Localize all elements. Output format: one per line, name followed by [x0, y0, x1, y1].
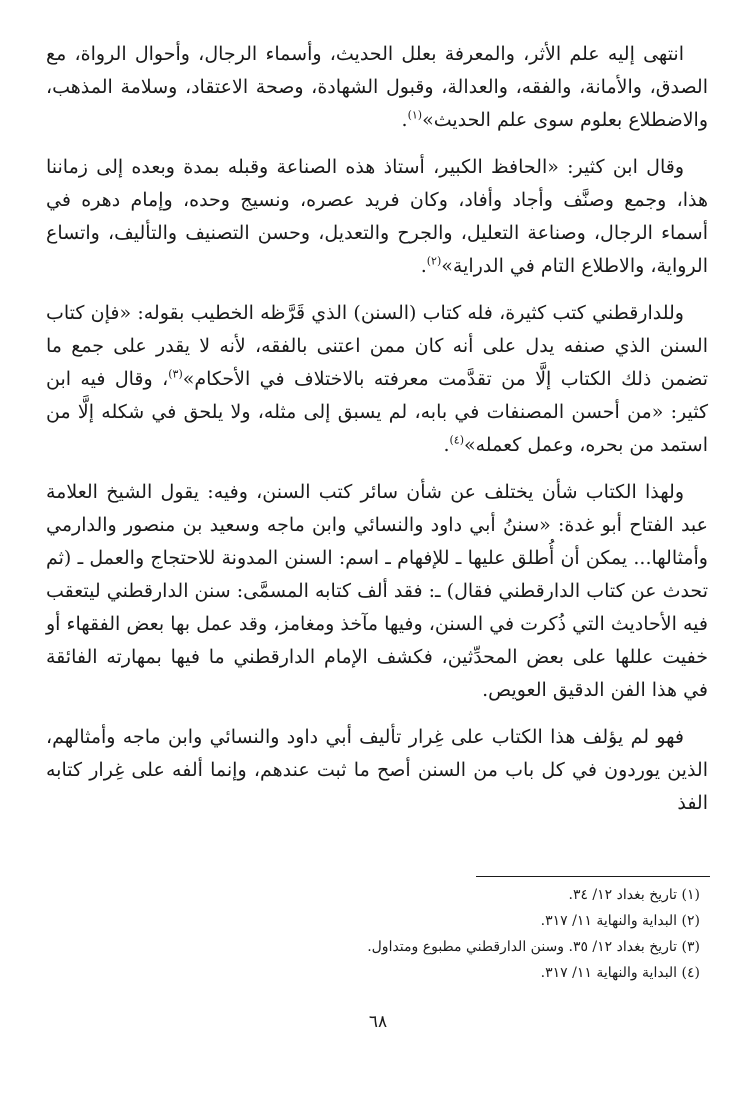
paragraph-text: وقال ابن كثير: «الحافظ الكبير، أستاذ هذه الصناعة وقبله بمدة وبعده إلى زماننا هذا، وجمع وصنَّف وأجاد وأفاد، وكان فريد عصره، ونسيج وحده، وإمام دهره في أسماء الرجال، وصناعة التعليل، والجرح والتعديل، وحسن التصنيف والتأليف، واتساع الرواية، والاطلاع التام في الدراية»	[46, 156, 708, 277]
footnote-reference: (٣)	[168, 367, 183, 381]
paragraph-text: ولهذا الكتاب شأن يختلف عن شأن سائر كتب السنن، وفيه: يقول الشيخ العلامة عبد الفتاح أبو غدة: «سننُ أبي داود والنسائي وابن ماجه وسعيد بن منصور والدارمي وأمثالها... يمكن أن أُطلق عليها ـ للإفهام ـ اسم: السنن المدونة للاحتجاج والعمل ـ (ثم تحدث عن كتاب الدارقطني فقال) ـ: فقد ألف كتابه المسمَّى: سنن الدارقطني ليتعقب فيه الأحاديث التي ذُكرت في السنن، وفيها مآخذ ومغامز، وقد عمل بها بعض الفقهاء أو خفيت عللها على بعض المحدِّثين، فكشف الإمام الدارقطني ما فيها بمهارته الفائقة في هذا الفن الدقيق العويص.	[46, 481, 708, 701]
footnote: (١) تاريخ بغداد ١٢/ ٣٤.	[568, 887, 700, 903]
footnotes	[46, 884, 708, 988]
paragraph	[46, 721, 708, 820]
page-number: ٦٨	[368, 1012, 388, 1032]
footnote-reference: (٤)	[449, 433, 464, 447]
footnote: (٣) تاريخ بغداد ١٢/ ٣٥. وسنن الدارقطني مطبوع ومتداول.	[367, 939, 700, 955]
paragraph	[46, 38, 708, 137]
footnote-reference: (٢)	[426, 254, 442, 268]
paragraph-text: .	[443, 434, 450, 456]
paragraph-text: فهو لم يؤلف هذا الكتاب على غِرار تأليف أبي داود والنسائي وابن ماجه وأمثالهم، الذين يوردون في كل باب من السنن أصح ما ثبت عندهم، وإنما ألفه على غِرار كتابه الفذ	[46, 726, 708, 814]
paragraph-text: وللدارقطني كتب كثيرة، فله كتاب (السنن) الذي قَرَّظه الخطيب بقوله: «فإن كتاب السنن الذي صنفه يدل على أنه كان ممن اعتنى بالفقه، لأنه لا يقدر على جمع ما تضمن ذلك الكتاب إلَّا من تقدَّمت معرفته بالاختلاف في الأحكام»	[46, 302, 708, 390]
paragraph	[46, 151, 708, 283]
paragraph	[46, 476, 708, 707]
paragraph-text: .	[420, 255, 427, 277]
paragraph-text: انتهى إليه علم الأثر، والمعرفة بعلل الحديث، وأسماء الرجال، وأحوال الرواة، مع الصدق، والأمانة، والفقه، والعدالة، وقبول الشهادة، وصحة الاعتقاد، وسلامة المذهب، والاضطلاع بعلوم سوى علم الحديث»	[46, 43, 708, 131]
footnote-separator	[476, 876, 710, 877]
footnote: (٤) البداية والنهاية ١١/ ٣١٧.	[540, 965, 700, 981]
footnote-reference: (١)	[407, 108, 423, 122]
paragraph	[46, 297, 708, 462]
paragraph-text: .	[401, 109, 408, 131]
paragraph-text: ، وقال فيه ابن كثير: «من أحسن المصنفات في بابه، لم يسبق إلى مثله، ولا يلحق في شكله إلَّا من استمد من بحره، وعمل كعمله»	[46, 368, 708, 456]
footnote: (٢) البداية والنهاية ١١/ ٣١٧.	[540, 913, 700, 929]
main-text	[46, 38, 708, 820]
